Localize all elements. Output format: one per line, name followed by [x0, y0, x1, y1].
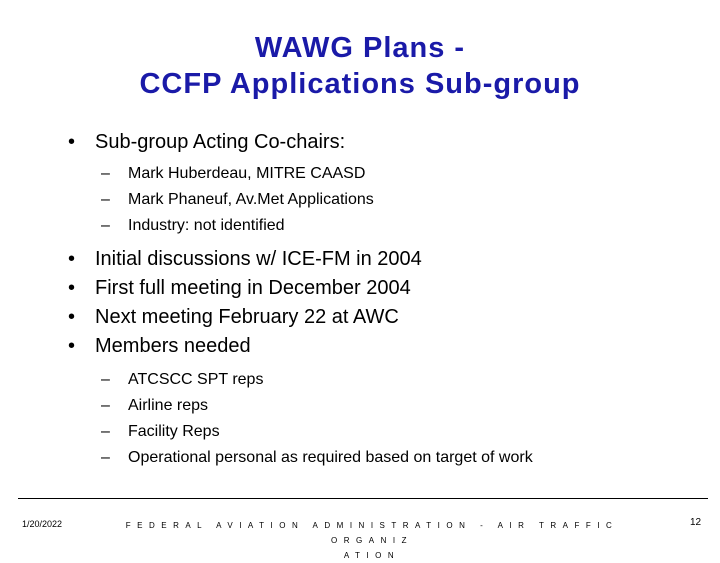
bullet-text: Members needed	[95, 335, 251, 357]
sub-bullet-cochair-1	[68, 161, 708, 187]
bullet-icon: •	[68, 306, 76, 328]
footer-divider	[18, 498, 708, 499]
bullet-text: Sub-group Acting Co-chairs:	[95, 131, 346, 153]
dash-icon: –	[101, 371, 110, 388]
dash-icon: –	[101, 449, 110, 466]
bullet-first-meeting	[68, 274, 708, 303]
bullet-text: Next meeting February 22 at AWC	[95, 306, 399, 328]
slide-title	[0, 30, 720, 102]
sub-bullet-member-2	[68, 393, 708, 419]
bullet-icon: •	[68, 335, 76, 357]
sub-bullet-text: Facility Reps	[128, 423, 220, 440]
sub-bullet-text: Airline reps	[128, 397, 209, 414]
dash-icon: –	[101, 165, 110, 182]
sub-bullet-text: Mark Huberdeau, MITRE CAASD	[128, 165, 366, 182]
dash-icon: –	[101, 397, 110, 414]
bullet-text: First full meeting in December 2004	[95, 277, 411, 299]
sub-bullet-text: ATCSCC SPT reps	[128, 371, 264, 388]
sub-bullet-text: Industry: not identified	[128, 217, 285, 234]
dash-icon: –	[101, 423, 110, 440]
bullet-next-meeting	[68, 303, 708, 332]
page-number: 12	[690, 517, 702, 528]
sub-bullet-member-1	[68, 367, 708, 393]
sub-bullet-cochair-2	[68, 187, 708, 213]
slide-title-line-1: WAWG Plans -	[254, 32, 466, 64]
sub-bullet-member-4	[68, 445, 708, 471]
footer-agency-line-1: FEDERAL AVIATION ADMINISTRATION - AIR TRAFFIC ORGANIZ	[125, 521, 619, 545]
sub-bullet-cochair-3	[68, 213, 708, 239]
dash-icon: –	[101, 217, 110, 234]
bullet-text: Initial discussions w/ ICE-FM in 2004	[95, 248, 422, 270]
bullet-icon: •	[68, 277, 76, 299]
dash-icon: –	[101, 191, 110, 208]
slide-body	[68, 128, 708, 471]
bullet-members-needed	[68, 332, 708, 361]
sub-bullet-text: Operational personal as required based on target of work	[128, 449, 533, 466]
footer-agency	[102, 518, 642, 563]
bullet-icon: •	[68, 248, 76, 270]
footer-agency-line-2: ATION	[343, 551, 401, 560]
bullet-initial-discussions	[68, 245, 708, 274]
sub-bullet-member-3	[68, 419, 708, 445]
bullet-icon: •	[68, 131, 76, 153]
bullet-cochairs	[68, 128, 708, 157]
sub-bullet-text: Mark Phaneuf, Av.Met Applications	[128, 191, 374, 208]
slide-title-line-2: CCFP Applications Sub-group	[139, 68, 581, 100]
footer-date: 1/20/2022	[22, 519, 63, 529]
